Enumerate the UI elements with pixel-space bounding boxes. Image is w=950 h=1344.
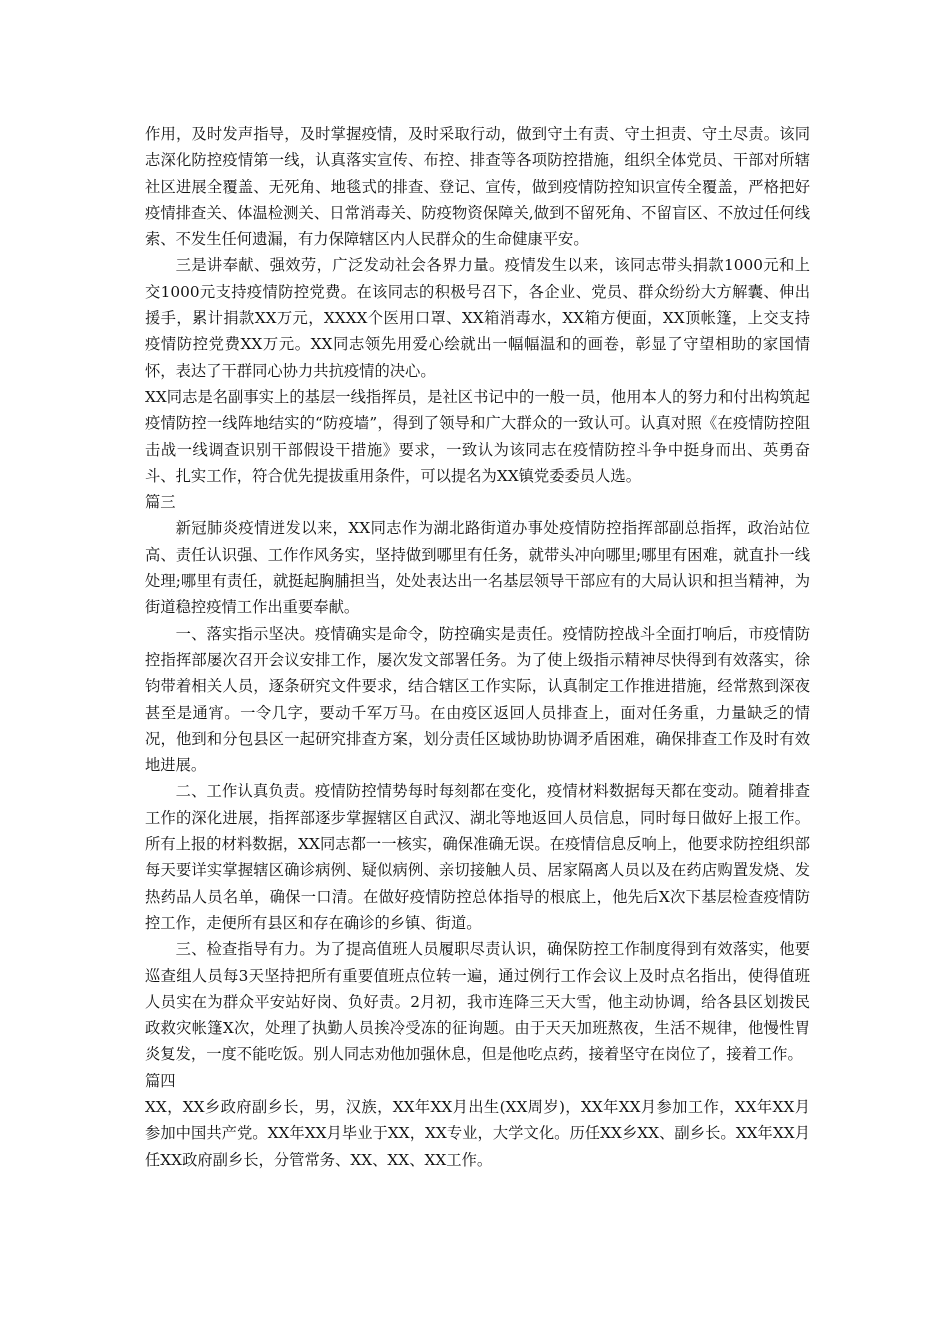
- paragraph-point-three: 三、检查指导有力。为了提高值班人员履职尽责认识，确保防控工作制度得到有效落实，他要巡查组人员每3天坚持把所有重要值班点位转一遍，通过例行工作会议上及时点名指出，使得值班人员实在为群众平安站好岗、负好责。2月初，我市连降三天大雪，他主动协调，给各县区划拨民政救灾帐篷X次，处理了执勤人员挨冷受冻的征询题。由于天天加班熬夜，生活不规律，他慢性胃炎复发，一度不能吃饭。别人同志劝他加强休息，但是他吃点药，接着坚守在岗位了，接着工作。: [145, 940, 810, 1064]
- paragraph-recommendation: XX同志是名副事实上的基层一线指挥员，是社区书记中的一般一员，他用本人的努力和付出构筑起疫情防控一线阵地结实的“防疫墙”，得到了领导和广大群众的一致认可。认真对照《在疫情防控阻击战一线调查识别干部假设干措施》要求，一致认为该同志在疫情防控斗争中挺身而出、英勇奋斗、扎实工作，符合优先提拔重用条件，可以提名为XX镇党委委员人选。: [145, 387, 810, 485]
- paragraph-introduction: 新冠肺炎疫情迸发以来，XX同志作为湖北路街道办事处疫情防控指挥部副总指挥，政治站位高、责任认识强、工作作风务实，坚持做到哪里有任务，就带头冲向哪里;哪里有困难，就直扑一线处理;哪里有责任，就挺起胸脯担当，处处表达出一名基层领导干部应有的大局认识和担当精神，为街道稳控疫情工作出重要奉献。: [145, 519, 810, 617]
- document-body: [145, 121, 810, 1173]
- section-heading-part-four: 篇四: [145, 1071, 176, 1090]
- paragraph-profile: XX，XX乡政府副乡长，男，汉族，XX年XX月出生(XX周岁)，XX年XX月参加工作，XX年XX月参加中国共产党。XX年XX月毕业于XX，XX专业，大学文化。历任XX乡XX、副乡长。XX年XX月任XX政府副乡长，分管常务、XX、XX、XX工作。: [145, 1097, 810, 1169]
- paragraph-dedication: 三是讲奉献、强效劳，广泛发动社会各界力量。疫情发生以来，该同志带头捐款1000元和上交1000元支持疫情防控党费。在该同志的积极号召下，各企业、党员、群众纷纷大方解囊、伸出援手，累计捐款XX万元，XXXX个医用口罩、XX箱消毒水，XX箱方便面，XX顶帐篷，上交支持疫情防控党费XX万元。XX同志领先用爱心绘就出一幅幅温和的画卷，彰显了守望相助的家国情怀，表达了干群同心协力共抗疫情的决心。: [145, 256, 810, 380]
- section-heading-part-three: 篇三: [145, 493, 176, 512]
- paragraph-point-one: 一、落实指示坚决。疫情确实是命令，防控确实是责任。疫情防控战斗全面打响后，市疫情防控指挥部屡次召开会议安排工作，屡次发文部署任务。为了使上级指示精神尽快得到有效落实，徐钧带着相关人员，逐条研究文件要求，结合辖区工作实际，认真制定工作推进措施，经常熬到深夜甚至是通宵。一令几字，要动千军万马。在由疫区返回人员排查上，面对任务重，力量缺乏的情况，他到和分包县区一起研究排查方案，划分责任区域协助协调矛盾困难，确保排查工作及时有效地进展。: [145, 624, 810, 775]
- paragraph-continued-duties: 作用，及时发声指导，及时掌握疫情，及时采取行动，做到守土有责、守土担责、守土尽责。该同志深化防控疫情第一线，认真落实宣传、布控、排查等各项防控措施，组织全体党员、干部对所辖社区进展全覆盖、无死角、地毯式的排查、登记、宣传，做到疫情防控知识宣传全覆盖，严格把好疫情排查关、体温检测关、日常消毒关、防疫物资保障关,做到不留死角、不留盲区、不放过任何线索、不发生任何遗漏，有力保障辖区内人民群众的生命健康平安。: [145, 125, 810, 249]
- paragraph-point-two: 二、工作认真负责。疫情防控情势每时每刻都在变化，疫情材料数据每天都在变动。随着排查工作的深化进展，指挥部逐步掌握辖区自武汉、湖北等地返回人员信息，同时每日做好上报工作。所有上报的材料数据，XX同志都一一核实，确保准确无误。在疫情信息反响上，他要求防控组织部每天要详实掌握辖区确诊病例、疑似病例、亲切接触人员、居家隔离人员以及在药店购置发烧、发热药品人员名单，确保一口清。在做好疫情防控总体指导的根底上，他先后X次下基层检查疫情防控工作，走便所有县区和存在确诊的乡镇、街道。: [145, 782, 810, 932]
